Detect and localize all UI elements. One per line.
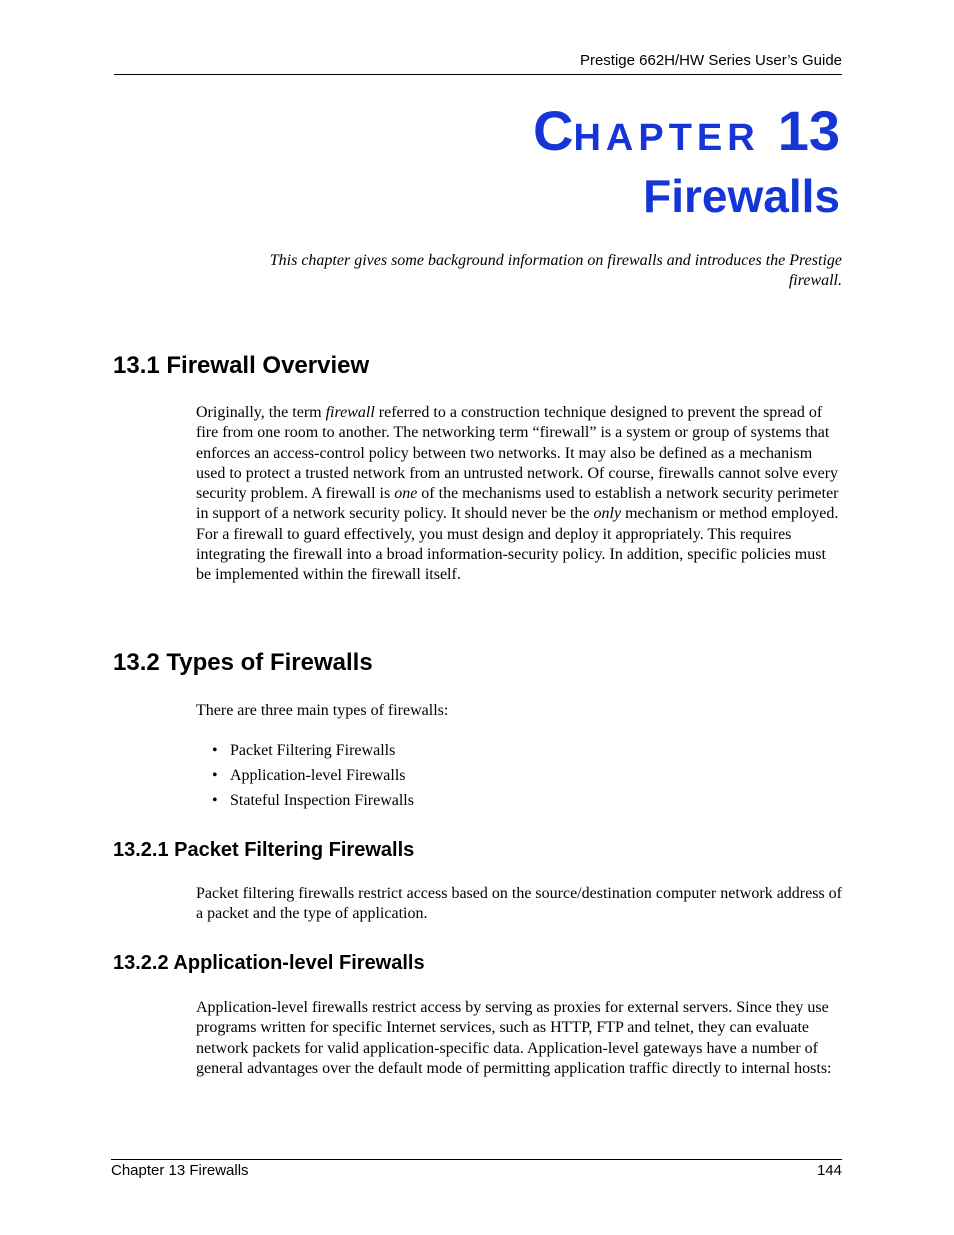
list-item [212, 766, 812, 791]
list-item-text: Stateful Inspection Firewalls [230, 792, 414, 809]
bullet-marker: • [212, 792, 218, 809]
chapter-intro-line-2: firewall. [788, 272, 842, 289]
footer-rule [111, 1159, 842, 1160]
text-run: Originally, the term [196, 404, 326, 421]
section-13-2-1-paragraph: Packet filtering firewalls restrict access based on the source/destination computer network address of a packet and the type of application. [196, 885, 842, 923]
list-item-text: Application-level Firewalls [230, 767, 406, 784]
section-13-2-intro: There are three main types of firewalls: [196, 702, 449, 719]
emphasis-one: one [394, 485, 418, 503]
emphasis-only: only [593, 505, 622, 523]
list-item [212, 791, 812, 816]
bullet-marker: • [212, 742, 218, 759]
footer-chapter-title: Chapter 13 Firewalls [111, 1162, 249, 1179]
chapter-intro-line-1: This chapter gives some background information on firewalls and introduces the Prestige [269, 252, 842, 269]
chapter-title: Firewalls [643, 170, 840, 222]
chapter-number: 13 [777, 99, 840, 162]
list-item [212, 741, 812, 766]
page-number: 144 [816, 1162, 842, 1179]
header-rule [114, 74, 842, 75]
chapter-intro [220, 251, 842, 291]
section-13-1-paragraph [196, 403, 842, 586]
section-heading-13-2-2: 13.2.2 Application-level Firewalls [113, 952, 425, 974]
text-run: mechanism or method employed. For a firewall to guard effectively, you must design and deploy it appropriately. This requires integrating the firewall into a broad information-security policy. In addition, specific policies must be implemented within the firewall itself. [196, 505, 839, 584]
firewall-types-list [212, 741, 812, 816]
section-13-2-2-paragraph: Application-level firewalls restrict access by serving as proxies for external servers. Since they use programs written for specific Internet services, such as HTTP, FTP and telnet, they can evaluate network packets for valid application-specific data. Application-level gateways have a number of general advantages over the default mode of permitting application traffic directly to internal hosts: [196, 999, 832, 1077]
emphasis-firewall: firewall [325, 404, 375, 421]
section-heading-13-1: 13.1 Firewall Overview [113, 352, 370, 379]
list-item-text: Packet Filtering Firewalls [230, 742, 396, 759]
text-run: of the mechanisms used to establish a network security perimeter in support of a network security policy. It should never be the [196, 485, 839, 523]
running-header: Prestige 662H/HW Series User’s Guide [579, 52, 842, 69]
chapter-label [533, 98, 840, 171]
text-run: referred to a construction technique designed to prevent the spread of fire from one room to another. The networking term “firewall” is a system or group of systems that enforces an access-control policy between two networks. It may also be defined as a mechanism used to protect a trusted network from an untrusted network. Of course, firewalls cannot solve every security problem. A firewall is [196, 404, 839, 503]
section-heading-13-2: 13.2 Types of Firewalls [113, 649, 373, 676]
bullet-marker: • [212, 767, 218, 784]
chapter-label-initial: C [533, 99, 574, 162]
chapter-label-rest: HAPTER [573, 117, 760, 159]
section-heading-13-2-1: 13.2.1 Packet Filtering Firewalls [113, 839, 415, 861]
